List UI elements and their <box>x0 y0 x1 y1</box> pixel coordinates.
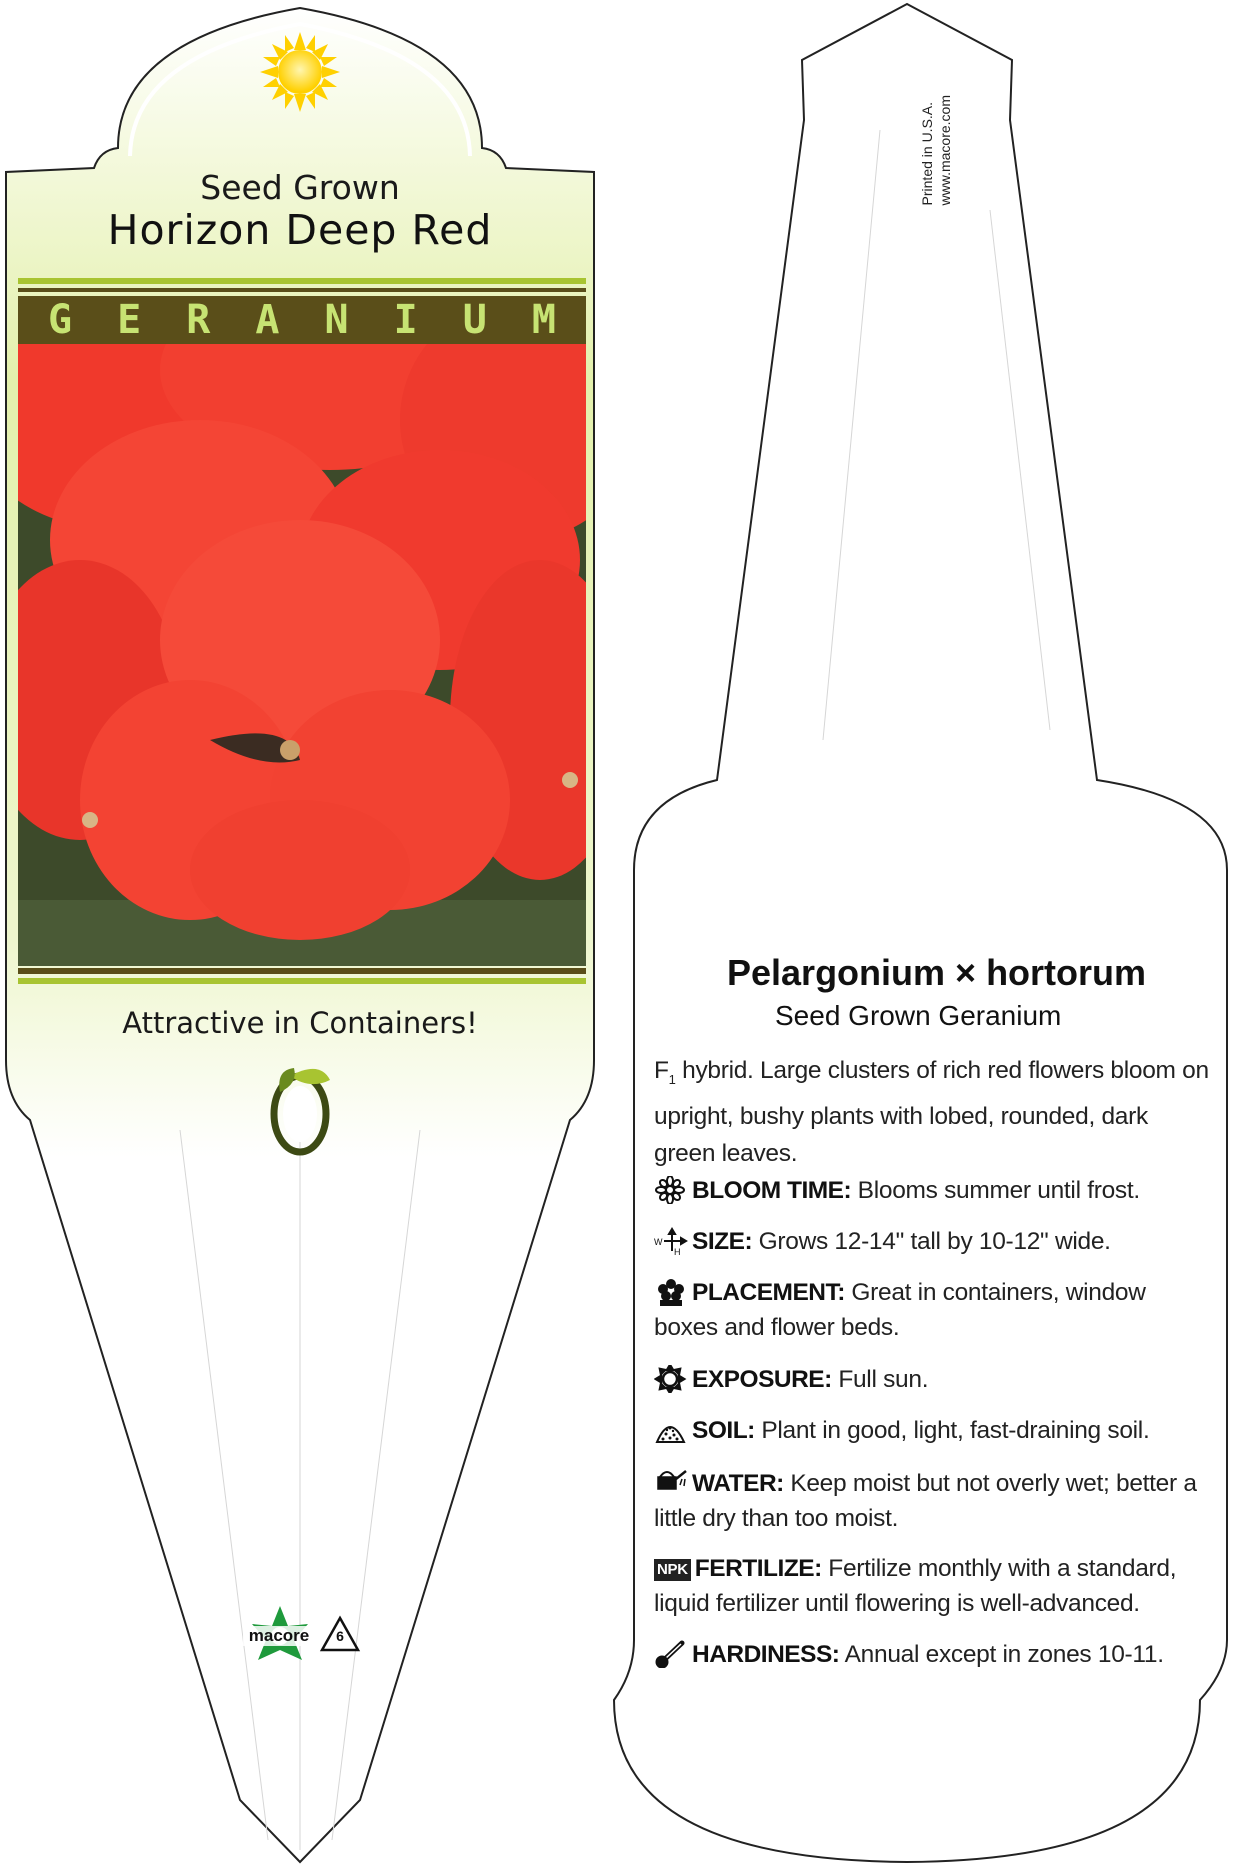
tagline: Attractive in Containers! <box>122 1006 478 1040</box>
sun-icon <box>260 32 340 112</box>
npk-icon: NPK <box>654 1559 691 1581</box>
soil-icon <box>654 1416 688 1444</box>
f1-subscript: 1 <box>668 1071 676 1087</box>
genus-letter: R <box>186 297 211 343</box>
care-text: Keep moist but not overly wet; better a little dry than too moist. <box>654 1470 1197 1532</box>
width-letter: W <box>654 1237 663 1247</box>
care-text: Grows 12-14" tall by 10-12" wide. <box>752 1228 1111 1255</box>
care-bloom-time <box>654 1173 1214 1208</box>
placement-icon <box>654 1278 688 1306</box>
thermometer-icon <box>654 1640 688 1668</box>
printer-credit <box>918 95 954 205</box>
care-label: FERTILIZE: <box>694 1555 822 1582</box>
stripe <box>18 968 586 974</box>
flower-icon <box>654 1176 688 1204</box>
brand-name: macore <box>243 1626 315 1646</box>
stripe <box>18 278 586 284</box>
care-hardiness <box>654 1637 1214 1672</box>
genus-letter: N <box>324 297 349 343</box>
care-placement <box>654 1275 1214 1345</box>
printer-website: www.macore.com <box>937 95 953 206</box>
recycle-code: 6 <box>336 1628 344 1644</box>
care-text: Plant in good, light, fast-draining soil. <box>754 1417 1150 1444</box>
plant-description <box>654 1052 1214 1172</box>
size-arrows-icon <box>654 1227 688 1255</box>
genus-letter: A <box>255 297 280 343</box>
product-subtitle: Seed Grown <box>200 168 400 207</box>
care-size <box>654 1224 1214 1259</box>
genus-letter: I <box>393 297 418 343</box>
sun-icon <box>654 1365 688 1393</box>
genus-letter: M <box>531 297 556 343</box>
care-label: BLOOM TIME: <box>692 1177 852 1204</box>
care-soil <box>654 1413 1214 1448</box>
stripe <box>18 288 586 292</box>
care-label: EXPOSURE: <box>692 1366 832 1393</box>
stripe <box>18 978 586 984</box>
printed-location: Printed in U.S.A. <box>919 101 935 206</box>
genus-band <box>18 296 586 344</box>
height-letter: H <box>674 1247 681 1255</box>
genus-letter: G <box>48 297 73 343</box>
genus-letter: E <box>117 297 142 343</box>
flower-photo <box>0 270 640 966</box>
f1-prefix: F <box>654 1057 669 1084</box>
watering-can-icon <box>654 1469 688 1497</box>
description-text: hybrid. Large clusters of rich red flowers bloom on upright, bushy plants with lobed, rounded, dark green leaves. <box>654 1057 1209 1167</box>
botanical-name: Pelargonium × hortorum <box>727 952 1147 993</box>
care-label: PLACEMENT: <box>692 1279 845 1306</box>
care-text: Full sun. <box>831 1366 929 1393</box>
care-label: WATER: <box>692 1470 784 1497</box>
care-text: Blooms summer until frost. <box>851 1177 1140 1204</box>
care-text: Great in containers, window boxes and flower beds. <box>654 1279 1146 1341</box>
common-name: Seed Grown Geranium <box>775 1000 1062 1031</box>
care-text: Fertilize monthly with a standard, liquid fertilizer until flowering is well-advanced. <box>654 1555 1177 1617</box>
care-label: SIZE: <box>692 1228 753 1255</box>
care-fertilize <box>654 1551 1214 1621</box>
care-water <box>654 1466 1214 1536</box>
genus-letter: U <box>462 297 487 343</box>
care-label: SOIL: <box>692 1417 755 1444</box>
variety-name: Horizon Deep Red <box>107 206 493 254</box>
care-exposure <box>654 1362 1214 1397</box>
care-label: HARDINESS: <box>692 1641 840 1668</box>
care-text: Annual except in zones 10-11. <box>839 1641 1164 1668</box>
